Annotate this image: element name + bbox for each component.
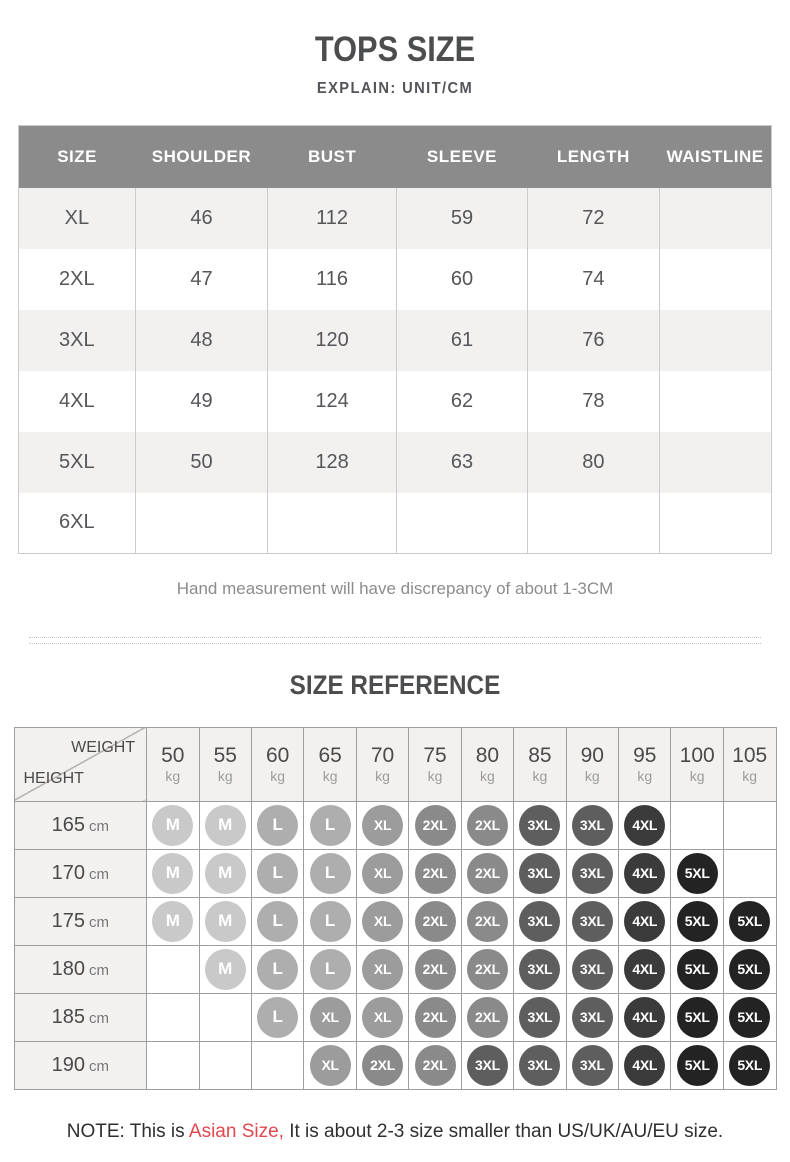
corner-weight-label: WEIGHT (71, 738, 136, 756)
height-unit: cm (88, 865, 109, 883)
tops-cell: 124 (268, 371, 397, 432)
size-cell (147, 897, 199, 945)
size-circle-m: M (152, 853, 193, 894)
weight-header-55kg (199, 727, 251, 801)
size-cell (619, 801, 671, 849)
size-cell (671, 897, 723, 945)
weight-header-70kg (356, 727, 408, 801)
footer-note-prefix: NOTE: This is (66, 1120, 189, 1142)
weight-value: 95 (633, 744, 657, 768)
size-circle-2xl: 2XL (415, 1045, 456, 1086)
tops-column-header-shoulder: SHOULDER (135, 126, 268, 188)
size-cell (619, 945, 671, 993)
height-label-170cm (14, 849, 147, 897)
size-circle-m: M (205, 805, 246, 846)
size-cell (723, 897, 776, 945)
size-circle-2xl: 2XL (415, 997, 456, 1038)
size-cell (461, 1041, 513, 1089)
size-cell (671, 849, 723, 897)
size-circle-2xl: 2XL (362, 1045, 403, 1086)
size-cell (199, 945, 251, 993)
page-title: TOPS SIZE (314, 30, 476, 69)
tops-cell-empty (659, 249, 771, 310)
size-circle-m: M (205, 949, 246, 990)
tops-cell: 5XL (19, 432, 136, 493)
weight-value: 75 (423, 744, 447, 768)
size-circle-4xl: 4XL (624, 901, 665, 942)
tops-cell-empty (268, 493, 397, 554)
size-circle-l: L (257, 949, 298, 990)
size-cell (566, 993, 618, 1041)
size-cell (199, 849, 251, 897)
weight-header-50kg (147, 727, 199, 801)
size-circle-l: L (310, 949, 351, 990)
size-cell (461, 897, 513, 945)
height-label-175cm (14, 897, 147, 945)
size-cell (199, 897, 251, 945)
size-cell (304, 945, 356, 993)
size-cell (356, 801, 408, 849)
weight-header-60kg (251, 727, 303, 801)
size-cell (461, 993, 513, 1041)
size-cell (723, 945, 776, 993)
size-circle-4xl: 4XL (624, 805, 665, 846)
size-circle-m: M (205, 853, 246, 894)
size-circle-xl: XL (362, 853, 403, 894)
height-unit: cm (88, 1057, 109, 1075)
footer-note-suffix: It is about 2-3 size smaller than US/UK/AU/EU size. (283, 1120, 724, 1142)
size-cell (409, 945, 461, 993)
size-circle-5xl: 5XL (677, 901, 718, 942)
weight-value: 100 (679, 744, 715, 768)
size-cell (514, 801, 566, 849)
size-circle-2xl: 2XL (415, 901, 456, 942)
tops-cell: 72 (527, 188, 659, 249)
size-cell (514, 1041, 566, 1089)
size-circle-5xl: 5XL (729, 1045, 770, 1086)
size-cell (147, 801, 199, 849)
tops-column-header-size: SIZE (19, 126, 136, 188)
footer-note-asian-size: Asian Size, (188, 1120, 284, 1142)
size-circle-5xl: 5XL (677, 853, 718, 894)
weight-header-80kg (461, 727, 513, 801)
weight-unit: kg (584, 768, 600, 785)
tops-cell-empty (527, 493, 659, 554)
tops-row-6xl (19, 493, 772, 554)
tops-column-header-bust: BUST (268, 126, 397, 188)
height-label-165cm (14, 801, 147, 849)
size-circle-4xl: 4XL (624, 853, 665, 894)
weight-header-95kg (619, 727, 671, 801)
tops-cell: 3XL (19, 310, 136, 371)
size-circle-5xl: 5XL (729, 997, 770, 1038)
size-circle-3xl: 3XL (572, 1045, 613, 1086)
weight-height-corner-cell (14, 727, 147, 801)
size-cell (251, 849, 303, 897)
size-cell (723, 1041, 776, 1089)
size-circle-xl: XL (362, 805, 403, 846)
size-cell (356, 897, 408, 945)
tops-cell-empty (396, 493, 527, 554)
size-circle-3xl: 3XL (572, 853, 613, 894)
size-cell (566, 801, 618, 849)
size-circle-xl: XL (362, 949, 403, 990)
size-cell (619, 849, 671, 897)
height-unit: cm (88, 961, 109, 979)
weight-header-65kg (304, 727, 356, 801)
size-reference-header-row (14, 727, 776, 801)
tops-size-table-head (19, 126, 772, 188)
size-reference-table-head (14, 727, 776, 801)
height-unit: cm (88, 1009, 109, 1027)
height-value: 165 (51, 813, 85, 836)
size-circle-3xl: 3XL (572, 949, 613, 990)
size-circle-3xl: 3XL (519, 853, 560, 894)
size-cell (147, 849, 199, 897)
tops-cell: 112 (268, 188, 397, 249)
height-row-180 (14, 945, 776, 993)
tops-cell: XL (19, 188, 136, 249)
tops-cell-empty (659, 310, 771, 371)
size-cell (514, 993, 566, 1041)
tops-cell: 48 (135, 310, 268, 371)
tops-cell: 62 (396, 371, 527, 432)
tops-cell: 74 (527, 249, 659, 310)
size-cell (356, 945, 408, 993)
height-row-170 (14, 849, 776, 897)
size-cell (251, 897, 303, 945)
weight-value: 55 (213, 744, 237, 768)
height-label-190cm (14, 1041, 147, 1089)
weight-header-85kg (514, 727, 566, 801)
size-cell (356, 849, 408, 897)
tops-cell: 60 (396, 249, 527, 310)
weight-header-90kg (566, 727, 618, 801)
section-title-size-reference: SIZE REFERENCE (289, 670, 501, 700)
size-cell (304, 1041, 356, 1089)
tops-column-header-sleeve: SLEEVE (396, 126, 527, 188)
size-cell (723, 993, 776, 1041)
size-circle-l: L (257, 997, 298, 1038)
weight-unit: kg (217, 768, 233, 785)
size-cell (566, 945, 618, 993)
size-circle-3xl: 3XL (519, 997, 560, 1038)
tops-cell-empty (659, 188, 771, 249)
size-circle-5xl: 5XL (729, 901, 770, 942)
size-circle-4xl: 4XL (624, 949, 665, 990)
size-circle-l: L (310, 805, 351, 846)
size-cell (514, 849, 566, 897)
size-circle-5xl: 5XL (729, 949, 770, 990)
tops-row-3xl (19, 310, 772, 371)
size-cell (409, 897, 461, 945)
tops-cell: 50 (135, 432, 268, 493)
size-circle-l: L (310, 853, 351, 894)
size-circle-3xl: 3XL (519, 901, 560, 942)
tops-row-4xl (19, 371, 772, 432)
size-cell-empty (723, 801, 776, 849)
tops-cell: 116 (268, 249, 397, 310)
height-label-180cm (14, 945, 147, 993)
tops-cell-empty (659, 493, 771, 554)
size-cell (461, 849, 513, 897)
weight-value: 70 (370, 744, 395, 768)
weight-unit: kg (270, 768, 286, 785)
corner-height-label: HEIGHT (23, 769, 84, 787)
tops-size-table (18, 125, 772, 554)
size-circle-m: M (205, 901, 246, 942)
tops-header-row (19, 126, 772, 188)
size-reference-table (14, 727, 777, 1090)
weight-unit: kg (532, 768, 548, 785)
tops-cell-empty (135, 493, 268, 554)
size-circle-2xl: 2XL (467, 997, 508, 1038)
size-cell (461, 945, 513, 993)
tops-cell: 120 (268, 310, 397, 371)
weight-value: 80 (475, 744, 500, 768)
tops-cell: 49 (135, 371, 268, 432)
tops-cell: 61 (396, 310, 527, 371)
measurement-note: Hand measurement will have discrepancy of about 1-3CM (176, 579, 614, 598)
size-circle-3xl: 3XL (467, 1045, 508, 1086)
size-cell-empty (199, 1041, 251, 1089)
height-row-165 (14, 801, 776, 849)
size-cell (304, 993, 356, 1041)
weight-unit: kg (689, 768, 705, 785)
weight-value: 50 (161, 744, 185, 768)
size-circle-l: L (257, 805, 298, 846)
size-cell-empty (147, 993, 199, 1041)
height-value: 180 (51, 957, 85, 980)
tops-row-2xl (19, 249, 772, 310)
height-row-190 (14, 1041, 776, 1089)
height-row-185 (14, 993, 776, 1041)
size-circle-l: L (310, 901, 351, 942)
weight-value: 105 (732, 744, 768, 768)
tops-cell-empty (659, 371, 771, 432)
dotted-divider (29, 637, 761, 644)
size-cell-empty (251, 1041, 303, 1089)
size-circle-l: L (257, 853, 298, 894)
size-cell (409, 1041, 461, 1089)
tops-cell: 59 (396, 188, 527, 249)
size-circle-2xl: 2XL (467, 949, 508, 990)
tops-cell: 47 (135, 249, 268, 310)
tops-column-header-waistline: WAISTLINE (659, 126, 771, 188)
size-cell-empty (147, 945, 199, 993)
size-circle-xl: XL (310, 1045, 351, 1086)
tops-cell: 78 (527, 371, 659, 432)
weight-unit: kg (427, 768, 443, 785)
size-cell (566, 897, 618, 945)
size-circle-2xl: 2XL (415, 853, 456, 894)
tops-size-table-body (19, 188, 772, 554)
size-circle-3xl: 3XL (572, 805, 613, 846)
size-cell (566, 849, 618, 897)
size-cell (461, 801, 513, 849)
weight-unit: kg (637, 768, 653, 785)
tops-cell: 128 (268, 432, 397, 493)
size-cell (199, 801, 251, 849)
weight-value: 60 (266, 744, 290, 768)
height-value: 190 (51, 1053, 85, 1076)
size-circle-3xl: 3XL (572, 901, 613, 942)
size-circle-4xl: 4XL (624, 997, 665, 1038)
weight-header-75kg (409, 727, 461, 801)
footer-note (0, 1121, 790, 1143)
size-cell (356, 993, 408, 1041)
size-cell (671, 945, 723, 993)
size-cell (356, 1041, 408, 1089)
size-circle-5xl: 5XL (677, 997, 718, 1038)
size-circle-4xl: 4XL (624, 1045, 665, 1086)
size-circle-xl: XL (310, 997, 351, 1038)
size-reference-table-body (14, 801, 776, 1089)
size-circle-l: L (257, 901, 298, 942)
tops-row-5xl (19, 432, 772, 493)
size-cell (409, 801, 461, 849)
weight-unit: kg (480, 768, 495, 785)
size-cell (409, 993, 461, 1041)
size-circle-5xl: 5XL (677, 1045, 718, 1086)
tops-row-xl (19, 188, 772, 249)
weight-header-100kg (671, 727, 723, 801)
weight-value: 85 (528, 744, 552, 768)
size-cell-empty (723, 849, 776, 897)
size-circle-2xl: 2XL (467, 901, 508, 942)
size-cell (514, 897, 566, 945)
size-cell (671, 1041, 723, 1089)
size-circle-3xl: 3XL (519, 949, 560, 990)
size-circle-m: M (152, 901, 193, 942)
weight-header-105kg (723, 727, 776, 801)
size-cell (619, 993, 671, 1041)
weight-unit: kg (742, 768, 758, 785)
height-label-185cm (14, 993, 147, 1041)
size-circle-2xl: 2XL (467, 853, 508, 894)
size-cell (566, 1041, 618, 1089)
size-cell (671, 993, 723, 1041)
size-cell (304, 897, 356, 945)
size-cell (304, 849, 356, 897)
size-circle-xl: XL (362, 901, 403, 942)
size-cell-empty (671, 801, 723, 849)
height-unit: cm (88, 817, 109, 835)
size-cell (619, 897, 671, 945)
size-circle-3xl: 3XL (572, 997, 613, 1038)
height-value: 185 (51, 1005, 85, 1028)
size-cell (251, 945, 303, 993)
weight-unit: kg (165, 768, 181, 785)
size-circle-xl: XL (362, 997, 403, 1038)
height-value: 170 (51, 861, 85, 884)
size-circle-2xl: 2XL (467, 805, 508, 846)
size-circle-3xl: 3XL (519, 805, 560, 846)
size-cell (251, 801, 303, 849)
tops-cell: 76 (527, 310, 659, 371)
weight-value: 90 (580, 744, 604, 768)
size-circle-2xl: 2XL (415, 949, 456, 990)
size-circle-m: M (152, 805, 193, 846)
tops-cell: 80 (527, 432, 659, 493)
tops-cell: 46 (135, 188, 268, 249)
size-cell (514, 945, 566, 993)
tops-cell-empty (659, 432, 771, 493)
size-cell (251, 993, 303, 1041)
tops-cell: 6XL (19, 493, 136, 554)
height-unit: cm (88, 913, 109, 931)
tops-cell: 2XL (19, 249, 136, 310)
size-circle-3xl: 3XL (519, 1045, 560, 1086)
tops-cell: 4XL (19, 371, 136, 432)
weight-unit: kg (375, 768, 390, 785)
size-circle-5xl: 5XL (677, 949, 718, 990)
weight-unit: kg (322, 768, 338, 785)
tops-cell: 63 (396, 432, 527, 493)
page-subtitle: EXPLAIN: UNIT/CM (316, 80, 474, 97)
size-cell (304, 801, 356, 849)
height-row-175 (14, 897, 776, 945)
tops-column-header-length: LENGTH (527, 126, 659, 188)
weight-value: 65 (318, 744, 342, 768)
height-value: 175 (51, 909, 85, 932)
size-cell-empty (199, 993, 251, 1041)
size-cell (619, 1041, 671, 1089)
size-circle-2xl: 2XL (415, 805, 456, 846)
size-cell-empty (147, 1041, 199, 1089)
size-cell (409, 849, 461, 897)
